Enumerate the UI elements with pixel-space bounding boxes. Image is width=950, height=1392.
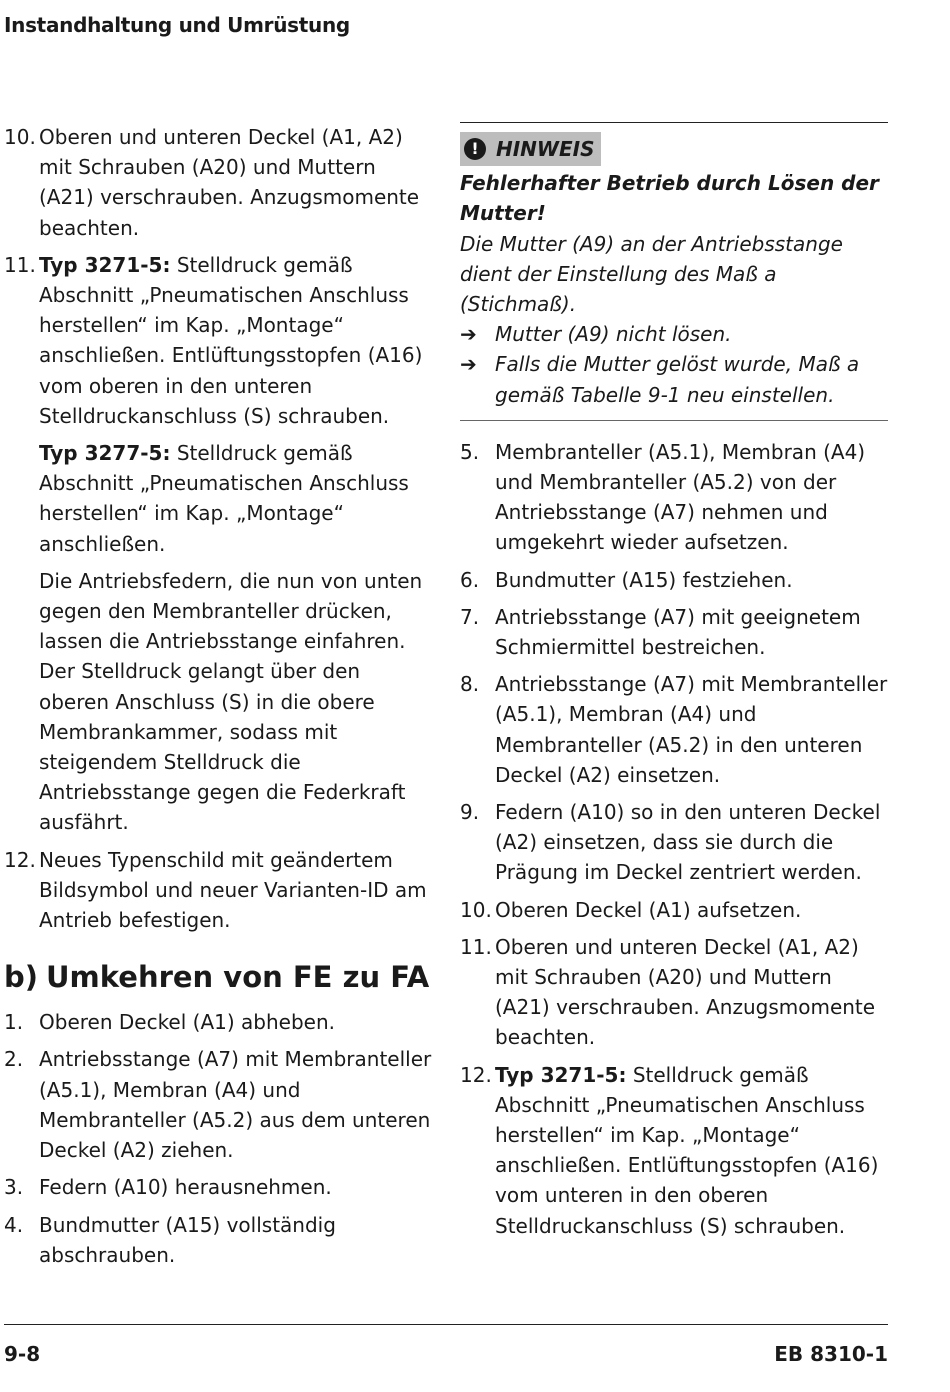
item-text: Federn (A10) so in den unteren Deckel (A2) einsetzen, dass sie durch die Prägung im Deckel zentriert werden. (495, 799, 881, 885)
item-number: 12. (4, 847, 36, 872)
notice-box (460, 122, 888, 421)
item-number: 6. (460, 567, 480, 592)
arrow-right-icon: ➔ (460, 322, 477, 347)
right-step-list (460, 437, 888, 1241)
item-text: Neues Typenschild mit geändertem Bildsymbol und neuer Varianten-ID am Antrieb befestigen. (39, 847, 427, 933)
item-text (39, 250, 432, 431)
item-number: 11. (4, 252, 36, 277)
item-number: 7. (460, 604, 480, 629)
section-title: Umkehren von FE zu FA (46, 960, 430, 995)
item-body: Stelldruck gemäß Abschnitt „Pneumatischen Anschluss herstellen“ im Kap. „Montage“ anschließen. Entlüftungsstopfen (A16) vom unteren in den oberen Stelldruckanschluss (S) schrauben. (495, 1062, 879, 1238)
paragraph (39, 438, 432, 559)
list-item (460, 895, 888, 925)
left-step-list (4, 1007, 432, 1270)
notice-text: Die Mutter (A9) an der Antriebsstange dient der Einstellung des Maß a (Stichmaß). (460, 231, 843, 316)
item-text: Antriebsstange (A7) mit Membranteller (A5.1), Membran (A4) und Membranteller (A5.2) in den unteren Deckel (A2) einsetzen. (495, 672, 888, 787)
left-column (4, 122, 432, 1277)
list-item (460, 797, 888, 888)
item-number: 10. (4, 125, 36, 149)
type-label: Typ 3277-5: (39, 441, 171, 466)
notice-bullet (460, 349, 888, 409)
arrow-right-icon: ➔ (460, 352, 477, 377)
item-text: Oberen und unteren Deckel (A1, A2) mit Schrauben (A20) und Muttern (A21) verschrauben. Anzugsmomente beachten. (495, 934, 876, 1050)
item-text: Oberen Deckel (A1) aufsetzen. (495, 897, 802, 922)
item-number: 3. (4, 1175, 24, 1200)
notice-label-text: HINWEIS (496, 136, 595, 161)
item-number: 12. (460, 1062, 492, 1087)
item-text: Oberen und unteren Deckel (A1, A2) mit Schrauben (A20) und Muttern (A21) verschrauben. Anzugsmomente beachten. (39, 125, 420, 240)
section-heading (4, 959, 432, 995)
item-number: 11. (460, 934, 492, 959)
item-text: Membranteller (A5.1), Membran (A4) und Membranteller (A5.2) von der Antriebsstange (A7) nehmen und umgekehrt wieder aufsetzen. (495, 439, 866, 555)
notice-bullet-text: Mutter (A9) nicht lösen. (495, 322, 732, 347)
item-text: Antriebsstange (A7) mit Membranteller (A5.1), Membran (A4) und Membranteller (A5.2) aus dem unteren Deckel (A2) ziehen. (39, 1047, 432, 1163)
list-item (4, 845, 432, 936)
list-item (4, 122, 432, 243)
item-text: Federn (A10) herausnehmen. (39, 1175, 332, 1200)
list-item (460, 602, 888, 662)
document-id: EB 8310-1 (774, 1342, 888, 1366)
list-item (460, 437, 888, 558)
notice-title: Fehlerhafter Betrieb durch Lösen der Mutter! (460, 171, 879, 226)
notice-bullet-text: Falls die Mutter gelöst wurde, Maß a gemäß Tabelle 9-1 neu einstellen. (495, 352, 860, 407)
paragraph: Die Antriebsfedern, die nun von unten gegen den Membranteller drücken, lassen die Antriebsstange einfahren. Der Stelldruck gelangt über den oberen Anschluss (S) in die obere Membrankammer, sodass mit steigendem Stelldruck die Antriebsstange gegen die Federkraft ausfährt. (39, 568, 423, 835)
item-text: Oberen Deckel (A1) abheben. (39, 1010, 335, 1035)
page-header-title: Instandhaltung und Umrüstung (4, 13, 350, 37)
item-text (495, 1060, 888, 1241)
page-number: 9-8 (4, 1342, 41, 1366)
right-column (460, 122, 888, 1248)
section-letter: b) (4, 960, 39, 995)
item-number: 2. (4, 1047, 24, 1072)
exclamation-icon: ! (464, 138, 486, 160)
item-number: 4. (4, 1212, 24, 1237)
list-item (4, 1044, 432, 1165)
item-text: Bundmutter (A15) festziehen. (495, 567, 793, 592)
notice-bullet (460, 319, 888, 349)
item-number: 9. (460, 799, 480, 824)
item-number: 8. (460, 672, 480, 697)
paragraph-body: Stelldruck gemäß Abschnitt „Pneumatischen Anschluss herstellen“ im Kap. „Montage“ anschließen. (39, 441, 409, 556)
item-text: Antriebsstange (A7) mit geeignetem Schmiermittel bestreichen. (495, 604, 861, 659)
list-item (4, 1210, 432, 1270)
list-item (4, 1007, 432, 1037)
list-item (460, 1060, 888, 1241)
footer-divider (4, 1324, 888, 1325)
list-item (4, 1172, 432, 1202)
type-label: Typ 3271-5: (39, 252, 171, 277)
list-item (4, 250, 432, 431)
item-number: 1. (4, 1010, 24, 1035)
notice-label (460, 132, 601, 166)
list-item (460, 669, 888, 790)
item-text: Bundmutter (A15) vollständig abschrauben. (39, 1212, 336, 1267)
item-number: 10. (460, 897, 492, 922)
item-number: 5. (460, 439, 480, 464)
item-body: Stelldruck gemäß Abschnitt „Pneumatischen Anschluss herstellen“ im Kap. „Montage“ anschließen. Entlüftungsstopfen (A16) vom oberen in den unteren Stelldruckanschluss (S) schrauben. (39, 252, 423, 428)
type-label: Typ 3271-5: (495, 1062, 627, 1087)
list-item (460, 932, 888, 1053)
list-item (460, 565, 888, 595)
